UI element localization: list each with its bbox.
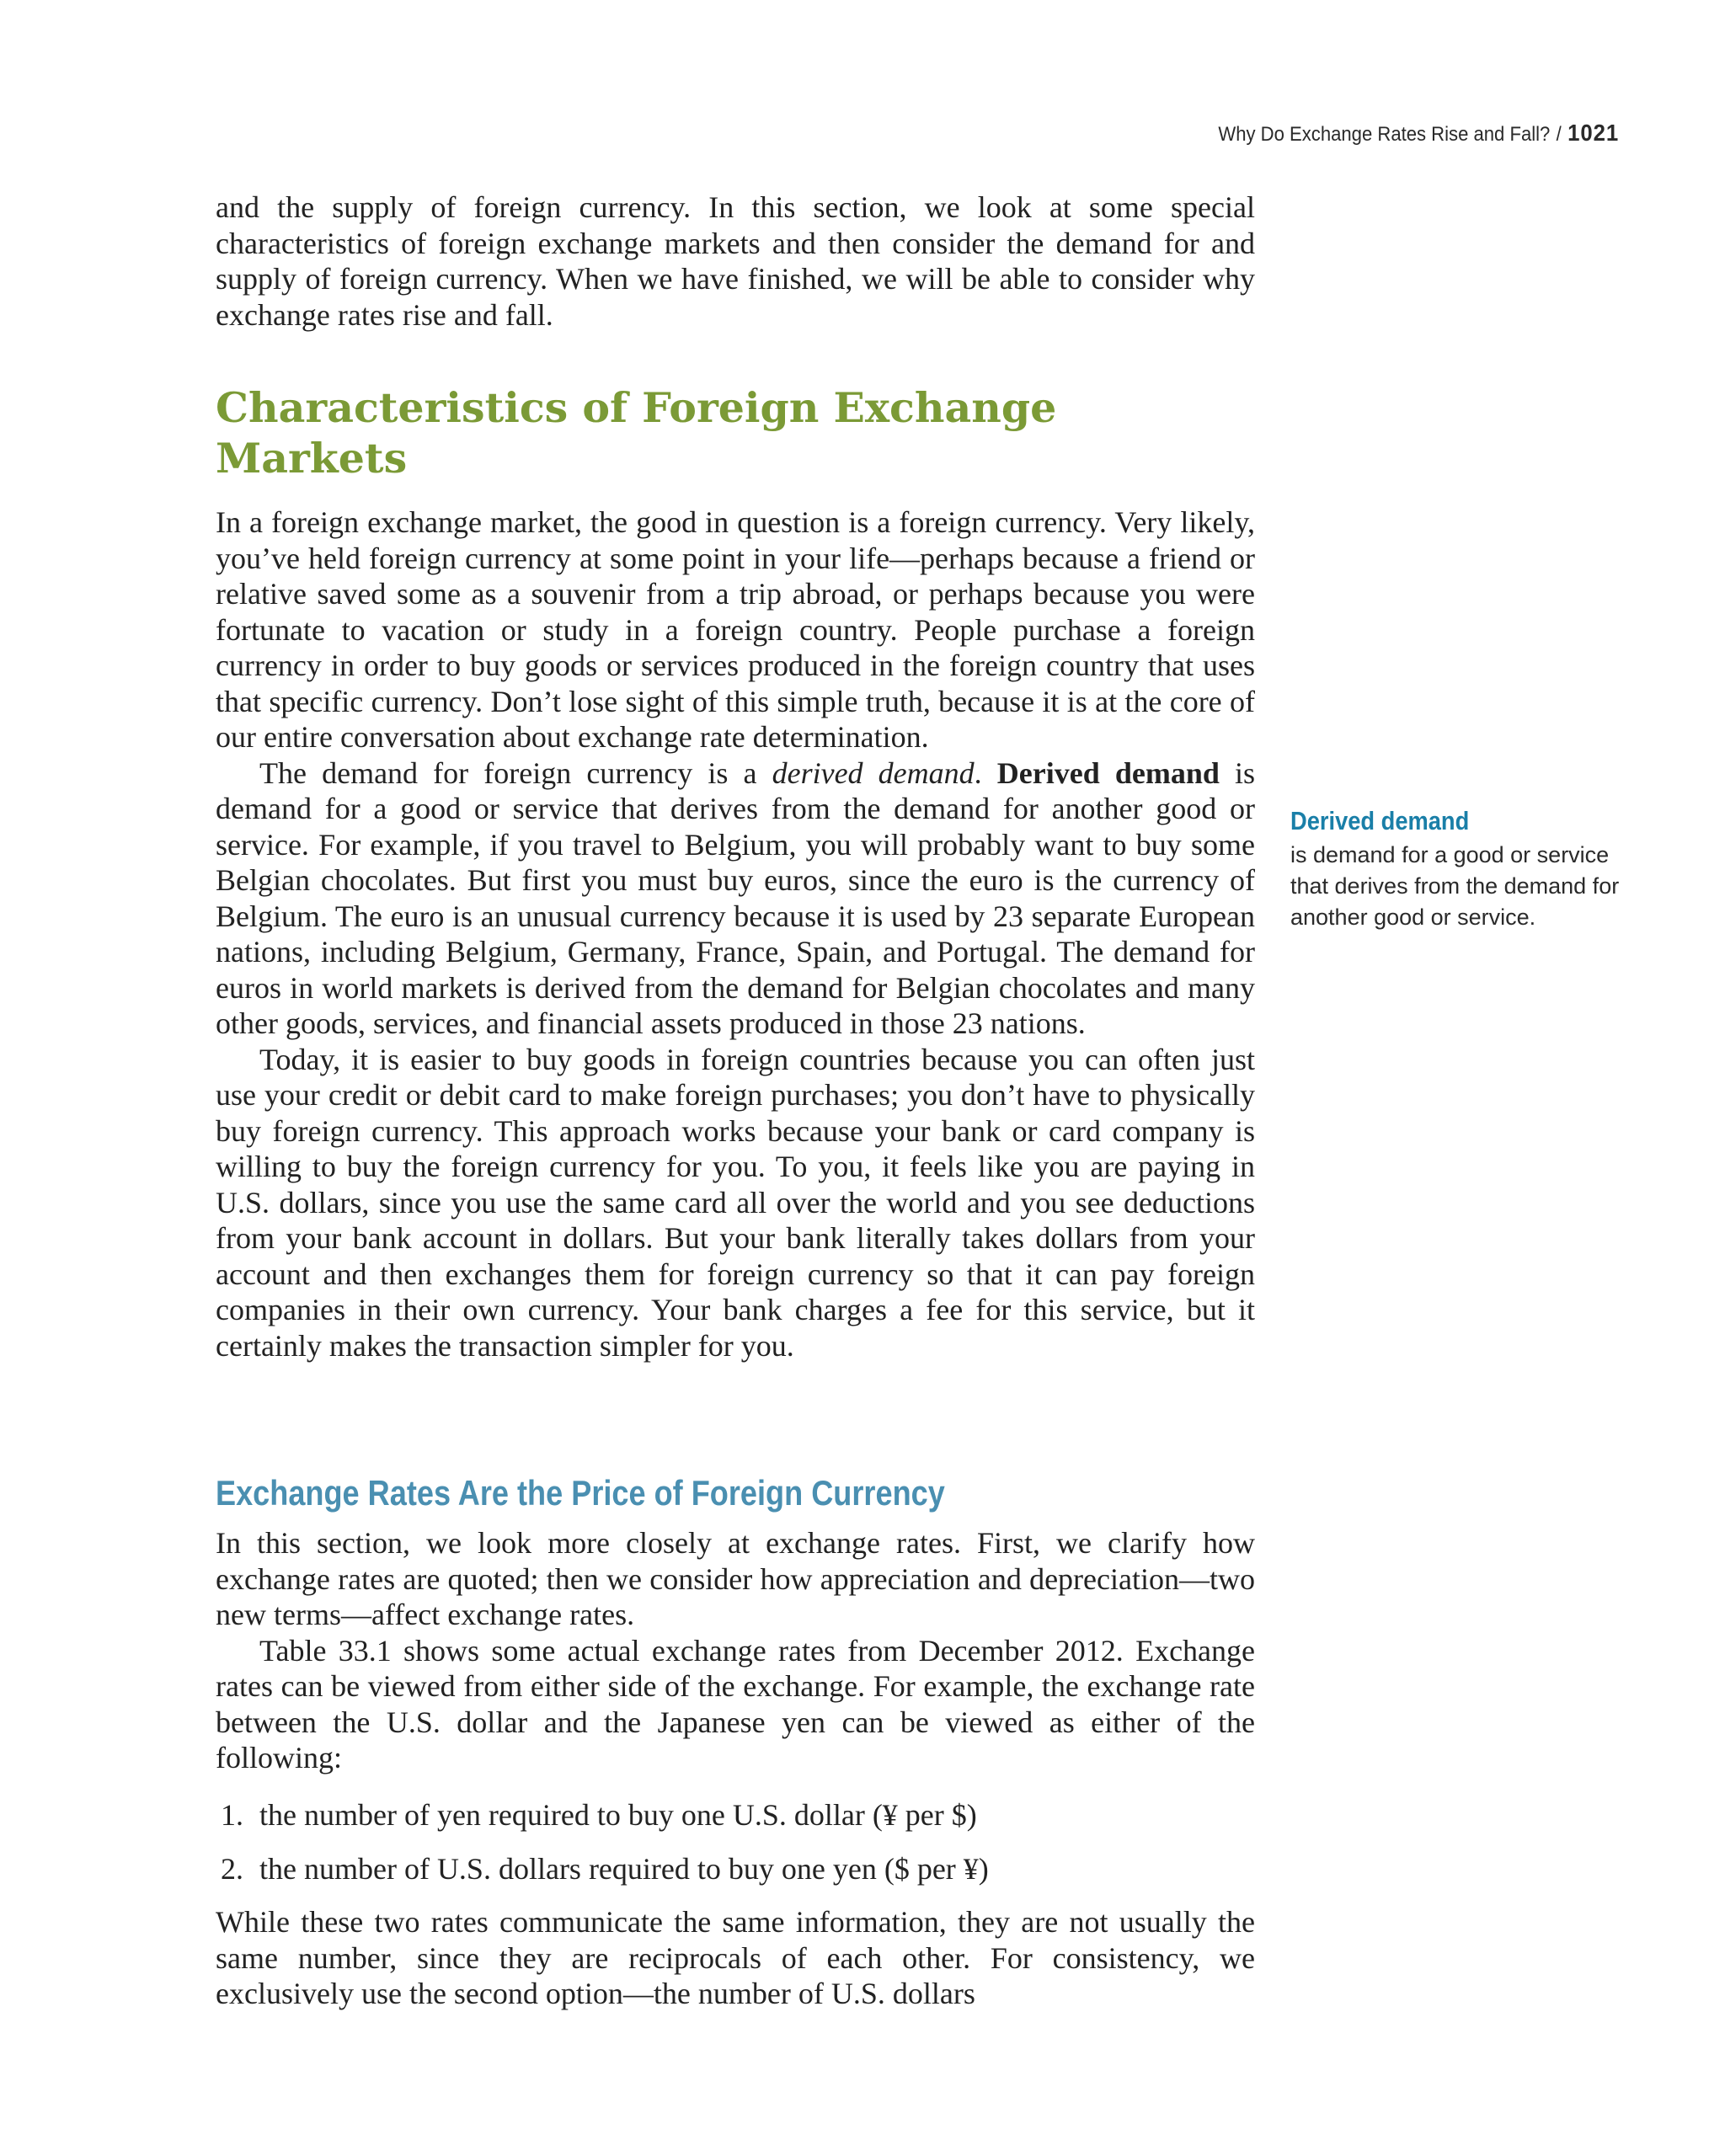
running-head-separator: /	[1556, 123, 1562, 146]
p2-lead: The demand for foreign currency is a	[259, 755, 772, 790]
section-body	[216, 504, 1255, 1364]
section-paragraph-3: Today, it is easier to buy goods in foreign countries because you can often just use your credit or debit card to make foreign purchases; you don’t have to physically buy foreign currency. This approach works because your bank or card company is willing to buy the foreign currency for you. To you, it feels like you are paying in U.S. dollars, since you use the same card all over the world and you see deductions from your bank account in dollars. But your bank literally takes dollars from your account and then exchanges them for foreign currency so that it can pay foreign companies in their own currency. Your bank charges a fee for this service, but it certainly makes the transaction simpler for you.	[216, 1042, 1255, 1363]
margin-term: Derived demand	[1290, 806, 1470, 835]
section-heading-line2: Markets	[216, 434, 408, 483]
intro-paragraph: and the supply of foreign currency. In this section, we look at some special characteristics of foreign exchange markets and then consider the demand for and supply of foreign currency. When we have finished, we will be able to consider why exchange rates rise and fall.	[216, 190, 1255, 332]
section-heading	[216, 382, 1058, 483]
p2-rest: is demand for a good or service that derives from the demand for another good or service. For example, if you travel to Belgium, you will probably want to buy some Belgian chocolates. But first you must buy euros, since the euro is the currency of Belgium. The euro is an unusual currency because it is used by 23 separate European nations, including Belgium, Germany, France, Spain, and Portugal. The demand for euros in world markets is derived from the demand for Belgian chocolates and many other goods, services, and financial assets produced in those 23 nations.	[216, 755, 1256, 1040]
list-item-text: the number of U.S. dollars required to buy one yen ($ per ¥)	[259, 1852, 989, 1886]
subsection-heading: Exchange Rates Are the Price of Foreign Currency	[216, 1473, 945, 1513]
p2-bold-term: Derived demand	[996, 755, 1220, 790]
section-paragraph-2	[216, 755, 1255, 1042]
running-head	[1218, 120, 1619, 147]
margin-glossary-note	[1290, 804, 1644, 933]
p2-italic-term: derived demand	[772, 755, 975, 790]
section-heading-line1: Characteristics of Foreign Exchange	[216, 383, 1057, 432]
intro-block	[216, 189, 1255, 333]
subsection-body	[216, 1525, 1255, 1776]
list-item	[221, 1797, 977, 1833]
list-item-number: 1.	[221, 1798, 243, 1832]
list-item-text: the number of yen required to buy one U.S. dollar (¥ per $)	[259, 1798, 977, 1832]
list-item-number: 2.	[221, 1852, 243, 1886]
subsection-paragraph-1: In this section, we look more closely at exchange rates. First, we clarify how exchange rates are quoted; then we consider how appreciation and depreciation—two new terms—affect exchange rates.	[216, 1526, 1255, 1631]
closing-block	[216, 1904, 1255, 2012]
list-item	[221, 1851, 989, 1886]
running-head-title: Why Do Exchange Rates Rise and Fall?	[1218, 123, 1551, 146]
subsection-paragraph-2: Table 33.1 shows some actual exchange rates from December 2012. Exchange rates can be viewed from either side of the exchange. For example, the exchange rate between the U.S. dollar and the Japanese yen can be viewed as either of the following:	[216, 1633, 1255, 1774]
p2-mid: .	[974, 755, 997, 790]
margin-definition: is demand for a good or service that derives from the demand for another good or service.	[1290, 842, 1620, 930]
subsection-paragraph-3: While these two rates communicate the same information, they are not usually the same number, since they are reciprocals of each other. For consistency, we exclusively use the second option—the number of U.S. dollars	[216, 1905, 1255, 2010]
page-number: 1021	[1567, 120, 1619, 146]
section-paragraph-1: In a foreign exchange market, the good in question is a foreign currency. Very likely, you’ve held foreign currency at some point in your life—perhaps because a friend or relative saved some as a souvenir from a trip abroad, or perhaps because you were fortunate to vacation or study in a foreign country. People purchase a foreign currency in order to buy goods or services produced in the foreign country that uses that specific currency. Don’t lose sight of this simple truth, because it is at the core of our entire conversation about exchange rate determination.	[216, 505, 1255, 754]
